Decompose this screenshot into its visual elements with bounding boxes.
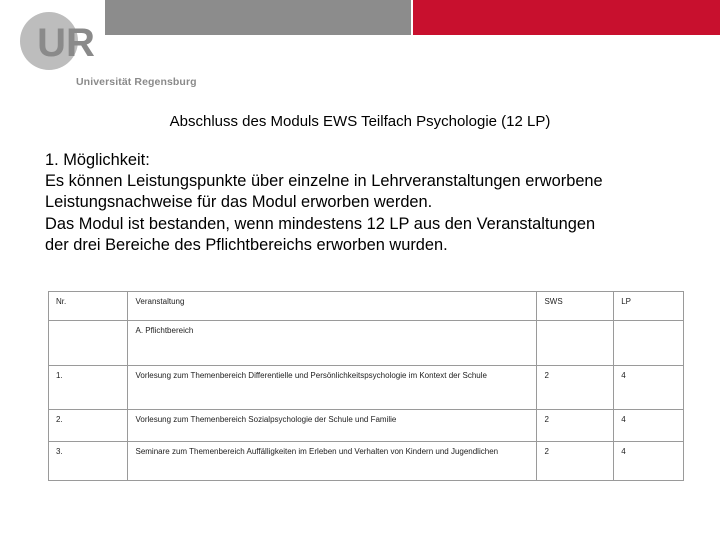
header-lp: LP xyxy=(614,292,684,321)
row-sws: 2 xyxy=(537,366,614,410)
slide-title: Abschluss des Moduls EWS Teilfach Psychologie (12 LP) xyxy=(169,113,551,130)
header-veranstaltung: Veranstaltung xyxy=(128,292,537,321)
header-sws: SWS xyxy=(537,292,614,321)
paragraph-line: der drei Bereiche des Pflichtbereichs erworben wurden. xyxy=(45,235,448,254)
table-row xyxy=(49,410,684,442)
section-empty-cell xyxy=(537,321,614,366)
table-row xyxy=(49,442,684,481)
header-bar-red xyxy=(413,0,720,35)
paragraph-line: Leistungsnachweise für das Modul erworben werden. xyxy=(45,193,433,212)
section-empty-cell xyxy=(614,321,684,366)
paragraph-line: 1. Möglichkeit: xyxy=(45,151,150,169)
svg-text:UR: UR xyxy=(37,21,95,65)
section-row xyxy=(49,321,684,366)
section-label: A. Pflichtbereich xyxy=(128,321,537,366)
module-table xyxy=(48,291,684,481)
row-nr: 3. xyxy=(49,442,128,481)
table-header-row xyxy=(49,292,684,321)
ur-logo-mark xyxy=(18,10,114,72)
table-row xyxy=(49,366,684,410)
row-title: Seminare zum Themenbereich Auffälligkeiten im Erleben und Verhalten von Kindern und Jugendlichen xyxy=(128,442,537,481)
row-sws: 2 xyxy=(537,442,614,481)
row-title: Vorlesung zum Themenbereich Sozialpsychologie der Schule und Familie xyxy=(128,410,537,442)
header-nr: Nr. xyxy=(49,292,128,321)
section-empty-cell xyxy=(49,321,128,366)
university-logo xyxy=(18,10,198,92)
row-nr: 2. xyxy=(49,410,128,442)
row-sws: 2 xyxy=(537,410,614,442)
description-paragraph xyxy=(45,150,705,256)
row-lp: 4 xyxy=(614,366,684,410)
row-lp: 4 xyxy=(614,442,684,481)
row-title: Vorlesung zum Themenbereich Differentielle und Persönlichkeitspsychologie im Kontext der Schule xyxy=(128,366,537,410)
paragraph-line: Das Modul ist bestanden, wenn mindestens 12 LP aus den Veranstaltungen xyxy=(45,214,596,233)
university-name: Universität Regensburg xyxy=(76,76,197,88)
row-nr: 1. xyxy=(49,366,128,410)
row-lp: 4 xyxy=(614,410,684,442)
paragraph-line: Es können Leistungspunkte über einzelne in Lehrveranstaltungen erworbene xyxy=(45,172,603,191)
